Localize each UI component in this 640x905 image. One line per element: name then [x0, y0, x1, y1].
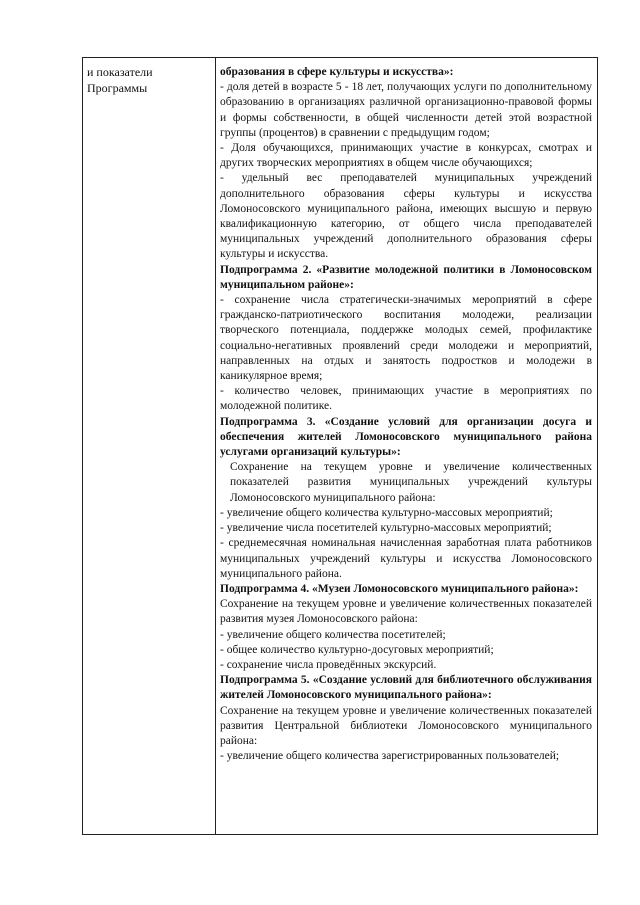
indicator-item: - удельный вес преподавателей муниципальных учреждений дополнительного образования сферы культуры и искусства Ломоносовского муниципального района, имеющих высшую и первую квалификационную категорию, от общего числа преподавателей муниципальных учреждений дополнительного образования сферы культуры и искусства.	[220, 172, 592, 261]
column-divider	[215, 57, 216, 835]
indicator-item: - увеличение числа посетителей культурно-массовых мероприятий;	[220, 522, 552, 535]
heading-subprogram-3: Подпрограмма 3. «Создание условий для организации досуга и обеспечения жителей Ломоносовского муниципального района услугами организаций культуры»:	[220, 415, 592, 459]
indicator-item: - сохранение числа проведённых экскурсий.	[220, 658, 437, 671]
indicator-intro: Сохранение на текущем уровне и увеличение количественных показателей развития муниципальных учреждений культуры Ломоносовского муниципального района:	[230, 461, 592, 504]
indicator-intro: Сохранение на текущем уровне и увеличение количественных показателей развития музея Ломоносовского района:	[220, 598, 592, 626]
indicator-item: - сохранение числа стратегически-значимых мероприятий в сфере гражданско-патриотического воспитания молодежи, реализации творческого потенциала, поддержке молодых семей, профилактике социально-негативных проявлений среди молодежи и мероприятий, направленных на отдых и занятость подростков и молодежи в каникулярное время;	[220, 294, 592, 383]
indicator-item: - Доля обучающихся, принимающих участие в конкурсах, смотрах и других творческих мероприятиях в общем числе обучающихся;	[220, 142, 592, 170]
heading-subprogram-5: Подпрограмма 5. «Создание условий для библиотечного обслуживания жителей Ломоносовского муниципального района»:	[220, 674, 592, 702]
indicator-item: - увеличение общего количества посетителей;	[220, 628, 446, 641]
heading-subprogram-2: Подпрограмма 2. «Развитие молодежной политики в Ломоносовском муниципальном районе»:	[220, 263, 592, 291]
heading-subprogram-4: Подпрограмма 4. «Музеи Ломоносовского муниципального района»:	[220, 582, 579, 595]
indicator-item: - доля детей в возрасте 5 - 18 лет, получающих услуги по дополнительному образованию в организациях различной организационно-правовой формы и формы собственности, в общей численности детей этой возрастной группы (процентов) в сравнении с предыдущим годом;	[220, 81, 592, 139]
indicator-item: - увеличение общего количества культурно-массовых мероприятий;	[220, 506, 553, 519]
indicators-cell	[220, 65, 592, 764]
heading-subprogram-1-tail: образования в сфере культуры и искусства»:	[220, 66, 454, 78]
indicator-item: - среднемесячная номинальная начисленная заработная плата работников муниципальных учреждений культуры и искусства Ломоносовского муниципального района.	[220, 537, 592, 580]
indicator-item: - общее количество культурно-досуговых мероприятий;	[220, 643, 494, 656]
indicator-item: - количество человек, принимающих участие в мероприятиях по молодежной политике.	[220, 385, 592, 413]
indicator-intro: Сохранение на текущем уровне и увеличение количественных показателей развития Центральной библиотеки Ломоносовского муниципального района:	[220, 704, 592, 747]
row-label: и показатели Программы	[87, 65, 153, 95]
indicator-item: - увеличение общего количества зарегистрированных пользователей;	[220, 750, 560, 763]
